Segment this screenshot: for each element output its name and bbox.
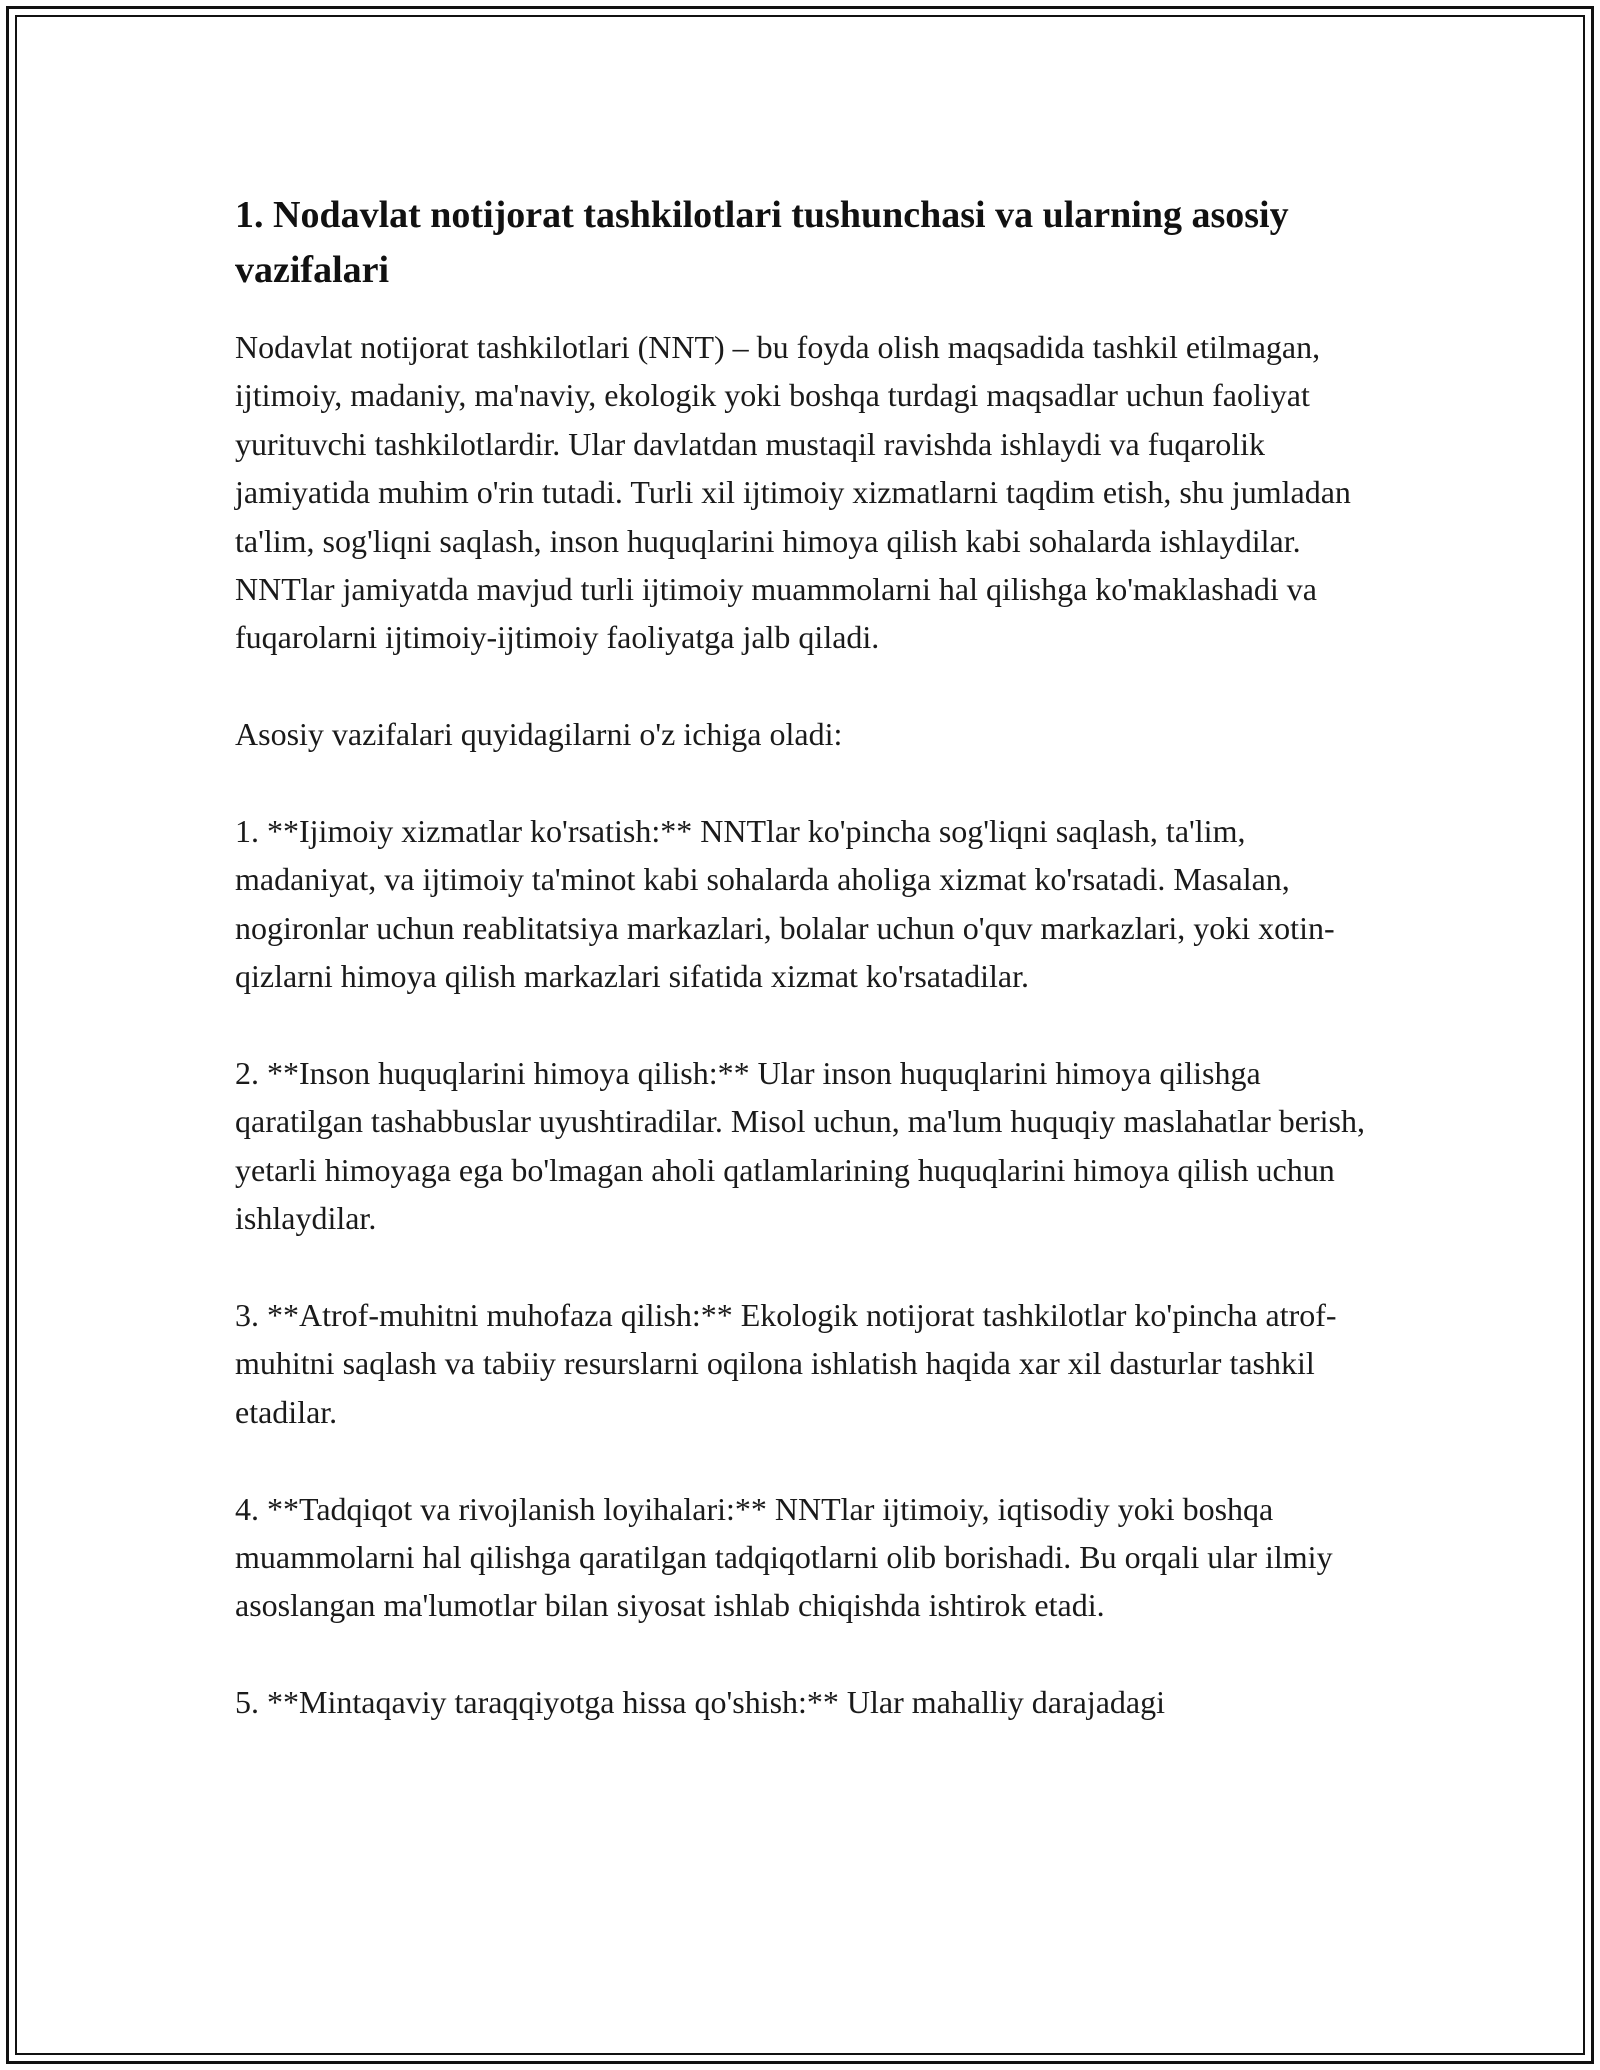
document-body — [235, 188, 1370, 1727]
list-item: 2. **Inson huquqlarini himoya qilish:** Ular inson huquqlarini himoya qilishga qaratilgan tashabbuslar uyushtiradilar. Misol uchun, ma'lum huquqiy maslahatlar berish, yetarli himoyaga ega bo'lmagan aholi qatlamlarining huquqlarini himoya qilish uchun ishlaydilar. — [235, 1055, 1365, 1237]
list-item: 1. **Ijimoiy xizmatlar ko'rsatish:** NNTlar ko'pincha sog'liqni saqlash, ta'lim, madaniyat, va ijtimoiy ta'minot kabi sohalarda aholiga xizmat ko'rsatadi. Masalan, nogironlar uchun reablitatsiya markazlari, bolalar uchun o'quv markazlari, yoki xotin-qizlarni himoya qilish markazlari sifatida xizmat ko'rsatadilar. — [235, 813, 1335, 995]
intro-paragraph: Nodavlat notijorat tashkilotlari (NNT) – bu foyda olish maqsadida tashkil etilmagan, ijtimoiy, madaniy, ma'naviy, ekologik yoki boshqa turdagi maqsadlar uchun faoliyat yurituvchi tashkilotlardir. Ular davlatdan mustaqil ravishda ishlaydi va fuqarolik jamiyatida muhim o'rin tutadi. Turli xil ijtimoiy xizmatlarni taqdim etish, shu jumladan ta'lim, sog'liqni saqlash, inson huquqlarini himoya qilish kabi sohalarda ishlaydilar. NNTlar jamiyatda mavjud turli ijtimoiy muammolarni hal qilishga ko'maklashadi va fuqarolarni ijtimoiy-ijtimoiy faoliyatga jalb qiladi. — [235, 329, 1351, 656]
list-item: 4. **Tadqiqot va rivojlanish loyihalari:** NNTlar ijtimoiy, iqtisodiy yoki boshqa muammolarni hal qilishga qaratilgan tadqiqotlarni olib borishadi. Bu orqali ular ilmiy asoslangan ma'lumotlar bilan siyosat ishlab chiqishda ishtirok etadi. — [235, 1490, 1333, 1624]
list-item: 5. **Mintaqaviy taraqqiyotga hissa qo'shish:** Ular mahalliy darajadagi — [235, 1684, 1165, 1721]
list-item: 3. **Atrof-muhitni muhofaza qilish:** Ekologik notijorat tashkilotlar ko'pincha atrof-muhitni saqlash va tabiiy resurslarni oqilona ishlatish haqida xar xil dasturlar tashkil etadilar. — [235, 1297, 1337, 1430]
section-heading: 1. Nodavlat notijorat tashkilotlari tushunchasi va ularning asosiy vazifalari — [235, 194, 1289, 291]
list-lead-paragraph: Asosiy vazifalari quyidagilarni o'z ichiga oladi: — [235, 716, 843, 753]
